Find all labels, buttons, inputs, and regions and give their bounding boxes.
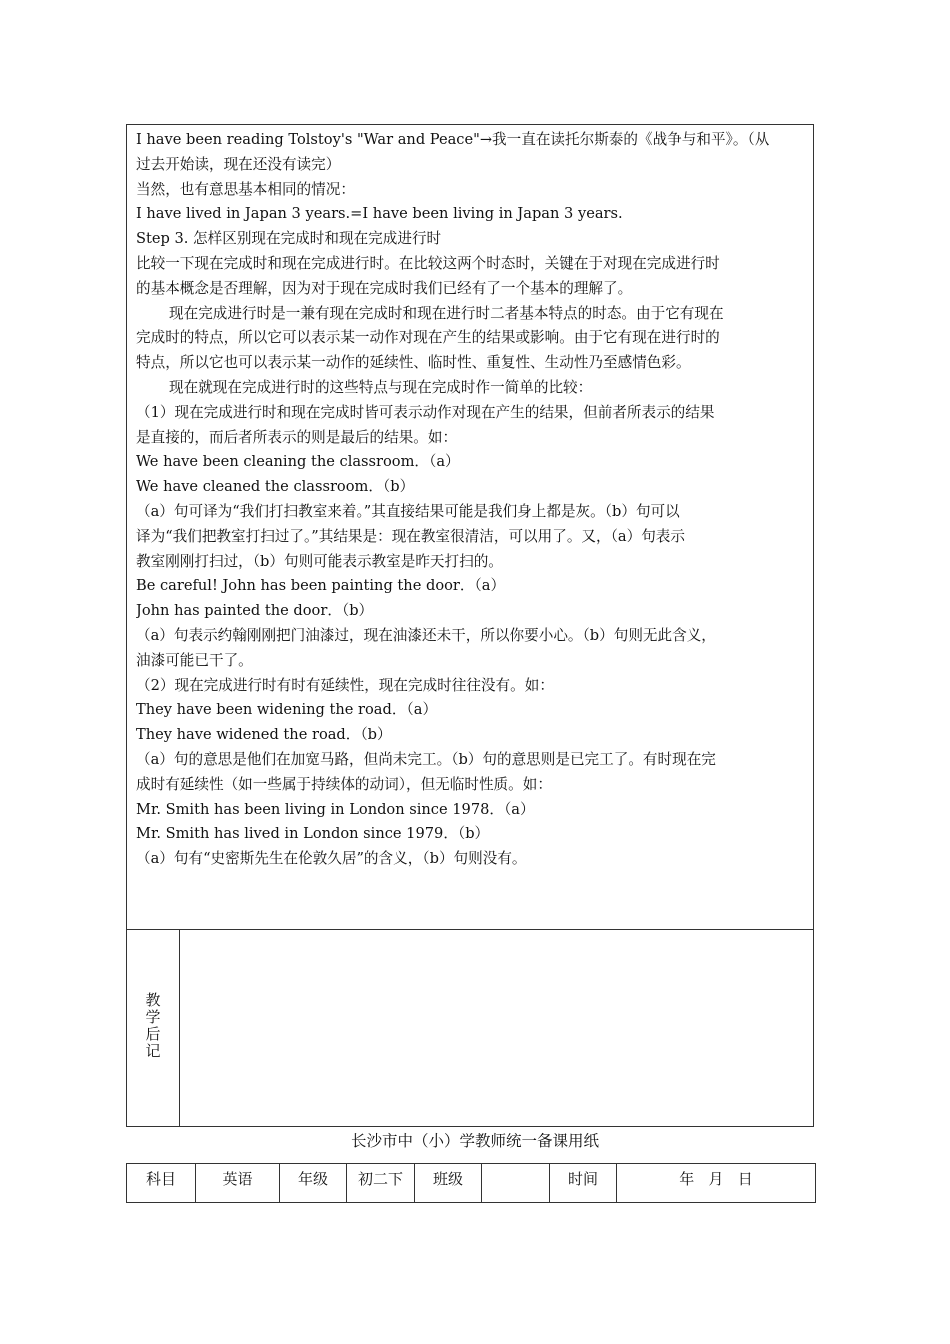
text-line: 现在就现在完成进行时的这些特点与现在完成时作一简单的比较： bbox=[169, 378, 593, 396]
text-line: I have lived in Japan 3 years.=I have been living in Japan 3 years. bbox=[136, 205, 623, 223]
text-line: 是直接的，而后者所表示的则是最后的结果。如： bbox=[136, 428, 458, 446]
text-line: 现在完成进行时是一兼有现在完成时和现在进行时二者基本特点的时态。由于它有现在 bbox=[169, 304, 724, 322]
class-label-cell: 班级 bbox=[415, 1164, 482, 1203]
table-row bbox=[127, 1164, 816, 1203]
teaching-notes-content[interactable] bbox=[181, 930, 813, 1126]
example-sentence: Be careful! John has been painting the door．（a） bbox=[136, 577, 506, 595]
step-heading: Step 3. 怎样区别现在完成时和现在完成进行时 bbox=[136, 230, 442, 248]
text-line: 过去开始读，现在还没有读完） bbox=[136, 155, 341, 173]
grade-label-cell: 年级 bbox=[280, 1164, 347, 1203]
example-sentence: Mr. Smith has lived in London since 1979．（b） bbox=[136, 825, 490, 843]
label-char: 教 bbox=[145, 991, 161, 1009]
example-sentence: They have been widening the road．（a） bbox=[136, 701, 438, 719]
text-line: 特点，所以它也可以表示某一动作的延续性、临时性、重复性、生动性乃至感情色彩。 bbox=[136, 354, 691, 372]
grade-value-cell: 初二下 bbox=[347, 1164, 415, 1203]
text-line: 当然，也有意思基本相同的情况： bbox=[136, 180, 355, 198]
class-value-cell[interactable] bbox=[482, 1164, 550, 1203]
text-line: I have been reading Tolstoy's "War and Peace"→我一直在读托尔斯泰的《战争与和平》。（从 bbox=[136, 131, 770, 148]
text-line: （a）句可译为“我们打扫教室来着。”其直接结果可能是我们身上都是灰。（b）句可以 bbox=[136, 502, 680, 520]
time-label-cell: 时间 bbox=[550, 1164, 617, 1203]
example-sentence: We have cleaned the classroom．（b） bbox=[136, 478, 415, 496]
text-line: 成时有延续性（如一些属于持续体的动词），但无临时性质。如： bbox=[136, 775, 552, 793]
teaching-notes-label bbox=[127, 992, 179, 1060]
example-sentence: John has painted the door．（b） bbox=[136, 602, 374, 620]
text-line: 教室刚刚打扫过，（b）句则可能表示教室是昨天打扫的。 bbox=[136, 552, 503, 570]
text-line: （a）句有“史密斯先生在伦敦久居”的含义，（b）句则没有。 bbox=[136, 850, 527, 868]
teaching-notes-label-cell bbox=[127, 930, 180, 1126]
text-line: 油漆可能已干了。 bbox=[136, 651, 253, 669]
text-line: （2）现在完成进行时有时有延续性，现在完成时往往没有。如： bbox=[136, 676, 554, 694]
subject-value-cell: 英语 bbox=[196, 1164, 280, 1203]
text-line: （1）现在完成进行时和现在完成时皆可表示动作对现在产生的结果，但前者所表示的结果 bbox=[136, 403, 715, 421]
text-line: 比较一下现在完成时和现在完成进行时。在比较这两个时态时，关键在于对现在完成进行时 bbox=[136, 254, 720, 272]
text-line: （a）句表示约翰刚刚把门油漆过，现在油漆还未干，所以你要小心。（b）句则无此含义， bbox=[136, 626, 716, 644]
subject-label-cell: 科目 bbox=[127, 1164, 196, 1203]
lesson-info-table bbox=[126, 1163, 816, 1203]
text-line: 的基本概念是否理解，因为对于现在完成时我们已经有了一个基本的理解了。 bbox=[136, 279, 633, 297]
date-value-cell[interactable]: 年 月 日 bbox=[617, 1164, 816, 1203]
label-char: 后 bbox=[145, 1025, 161, 1043]
text-line: （a）句的意思是他们在加宽马路，但尚未完工。（b）句的意思则是已完工了。有时现在完 bbox=[136, 750, 716, 768]
lesson-content-box bbox=[126, 124, 814, 930]
label-char: 记 bbox=[145, 1042, 161, 1060]
text-line: 译为“我们把教室打扫过了。”其结果是：现在教室很清洁，可以用了。又，（a）句表示 bbox=[136, 527, 685, 545]
example-sentence: Mr. Smith has been living in London since 1978．（a） bbox=[136, 800, 535, 818]
example-sentence: We have been cleaning the classroom．（a） bbox=[136, 453, 460, 471]
example-sentence: They have widened the road．（b） bbox=[136, 726, 392, 744]
label-char: 学 bbox=[145, 1008, 161, 1026]
text-line: 完成时的特点，所以它可以表示某一动作对现在产生的结果或影响。由于它有现在进行时的 bbox=[136, 329, 720, 347]
form-title: 长沙市中（小）学教师统一备课用纸 bbox=[350, 1132, 599, 1150]
lesson-text bbox=[136, 128, 808, 872]
teaching-notes-box bbox=[126, 929, 814, 1127]
